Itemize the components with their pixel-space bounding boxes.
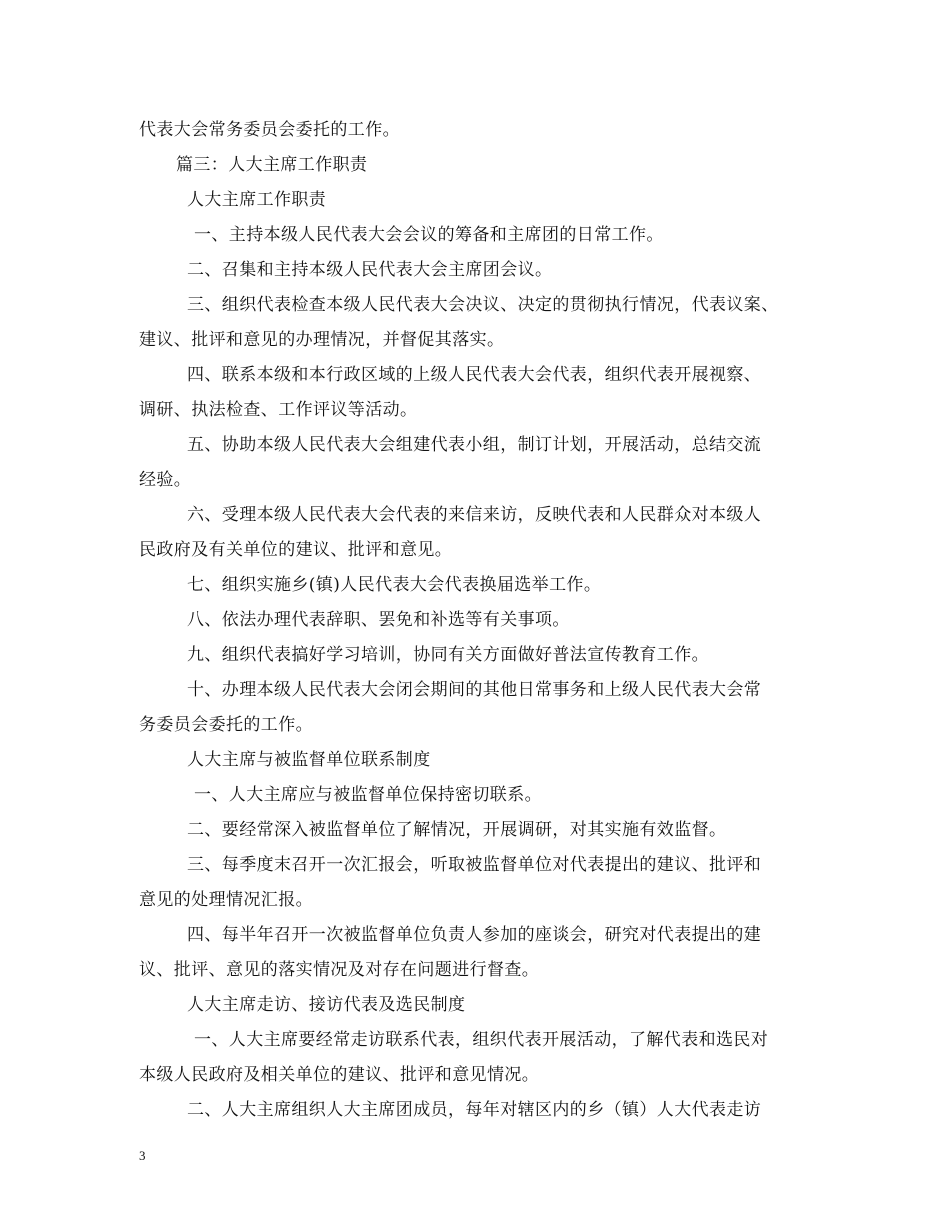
- text-line: 七、组织实施乡(镇)人民代表大会代表换届选举工作。: [187, 575, 602, 595]
- text-line: 二、人大主席组织人大主席团成员，每年对辖区内的乡（镇）人大代表走访: [187, 1100, 762, 1120]
- text-line: 务委员会委托的工作。: [139, 715, 313, 735]
- text-line: 九、组织代表搞好学习培训，协同有关方面做好普法宣传教育工作。: [187, 645, 709, 665]
- text-line: 建议、批评和意见的办理情况，并督促其落实。: [139, 330, 505, 350]
- subsection-heading: 人大主席走访、接访代表及选民制度: [187, 995, 466, 1015]
- text-line: 六、受理本级人民代表大会代表的来信来访，反映代表和人民群众对本级人: [187, 505, 762, 525]
- text-line: 一、主持本级人民代表大会会议的筹备和主席团的日常工作。: [194, 225, 664, 245]
- text-line: 四、联系本级和本行政区域的上级人民代表大会代表，组织代表开展视察、: [187, 365, 762, 385]
- text-line: 议、批评、意见的落实情况及对存在问题进行督查。: [139, 960, 540, 980]
- text-line: 三、每季度末召开一次汇报会，听取被监督单位对代表提出的建议、批评和: [187, 855, 762, 875]
- subsection-heading: 人大主席与被监督单位联系制度: [187, 750, 431, 770]
- page-number: 3: [139, 1148, 146, 1163]
- text-line: 本级人民政府及相关单位的建议、批评和意见情况。: [139, 1065, 540, 1085]
- text-line: 四、每半年召开一次被监督单位负责人参加的座谈会，研究对代表提出的建: [187, 925, 762, 945]
- text-line: 二、要经常深入被监督单位了解情况，开展调研，对其实施有效监督。: [187, 820, 727, 840]
- section-heading: 篇三：人大主席工作职责: [176, 155, 368, 175]
- text-line: 调研、执法检查、工作评议等活动。: [139, 400, 418, 420]
- subsection-heading: 人大主席工作职责: [187, 190, 327, 210]
- text-line: 代表大会常务委员会委托的工作。: [139, 120, 400, 140]
- text-line: 三、组织代表检查本级人民代表大会决议、决定的贯彻执行情况，代表议案、: [187, 295, 779, 315]
- text-line: 民政府及有关单位的建议、批评和意见。: [139, 540, 453, 560]
- text-line: 五、协助本级人民代表大会组建代表小组，制订计划，开展活动，总结交流: [187, 435, 762, 455]
- text-line: 一、人大主席要经常走访联系代表，组织代表开展活动，了解代表和选民对: [194, 1030, 769, 1050]
- text-line: 二、召集和主持本级人民代表大会主席团会议。: [187, 260, 553, 280]
- text-line: 十、办理本级人民代表大会闭会期间的其他日常事务和上级人民代表大会常: [187, 680, 762, 700]
- text-line: 八、依法办理代表辞职、罢免和补选等有关事项。: [187, 610, 570, 630]
- text-line: 意见的处理情况汇报。: [139, 890, 313, 910]
- text-line: 经验。: [139, 470, 192, 490]
- text-line: 一、人大主席应与被监督单位保持密切联系。: [194, 785, 542, 805]
